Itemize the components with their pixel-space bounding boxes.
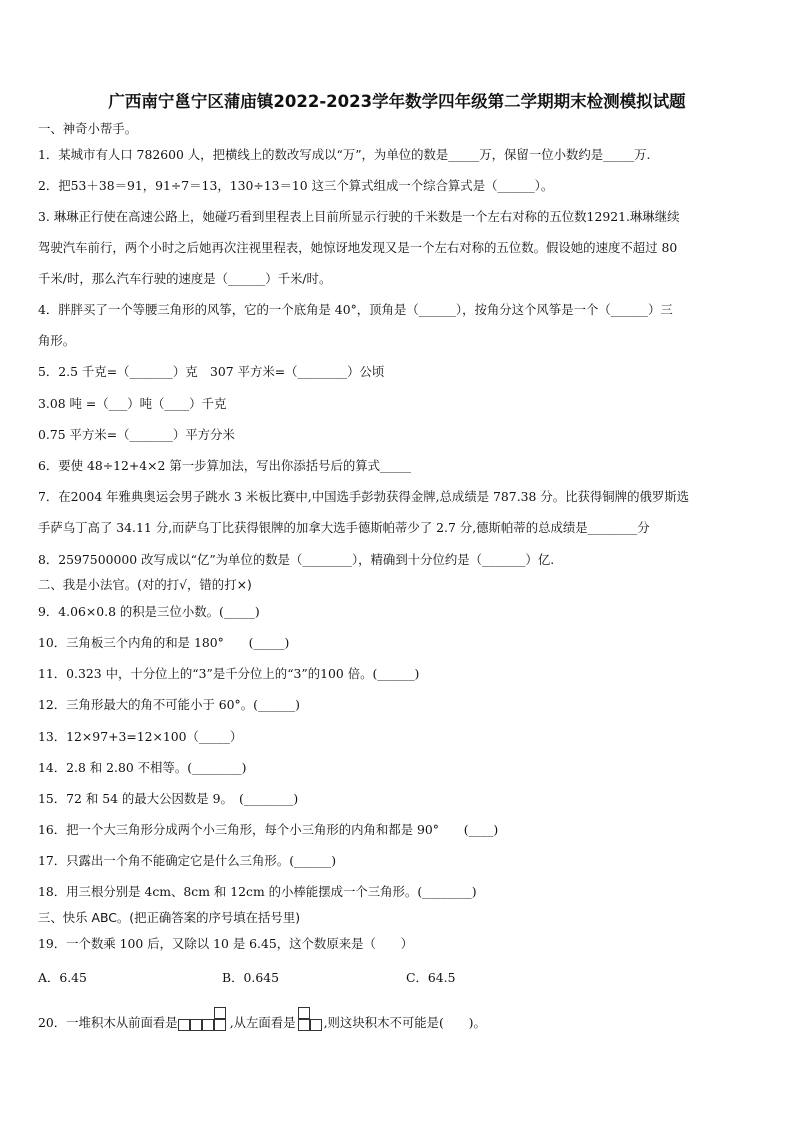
question-7-line-2: 手萨乌丁高了 34.11 分,而萨乌丁比获得银牌的加拿大选手德斯帕蒂少了 2.7 分,德斯帕蒂的总成绩是________分 — [38, 520, 650, 535]
question-5-line-2: 3.08 吨 =（___）吨（____）千克 — [38, 396, 227, 411]
question-6: 6．要使 48÷12+4×2 第一步算加法，写出你添括号后的算式_____ — [38, 458, 411, 473]
front-view-figure — [178, 1005, 230, 1033]
question-15: 15．72 和 54 的最大公因数是 9。 (________) — [38, 791, 299, 806]
q20-middle: ,从左面看是 — [229, 1015, 296, 1030]
question-13: 13．12×97+3=12×100（_____） — [38, 729, 243, 744]
question-4-line-2: 角形。 — [38, 333, 76, 348]
question-3-line-3: 千米/时，那么汽车行驶的速度是（______）千米/时。 — [38, 271, 332, 286]
front-view-block — [190, 1019, 202, 1031]
front-view-block — [214, 1019, 226, 1031]
q19-option-c: C．64.5 — [406, 970, 456, 985]
section-2-heading: 二、我是小法官。(对的打√，错的打×) — [38, 577, 252, 592]
question-7-line-1: 7．在2004 年雅典奥运会男子跳水 3 米板比赛中,中国选手彭勃获得金牌,总成绩是 787.38 分。比获得铜牌的俄罗斯选 — [38, 489, 690, 504]
left-view-block — [310, 1019, 322, 1031]
section-1-heading: 一、神奇小帮手。 — [38, 121, 138, 136]
question-10: 10．三角板三个内角的和是 180° (_____) — [38, 635, 290, 650]
q19-option-a: A．6.45 — [38, 970, 87, 985]
left-view-block — [298, 1007, 310, 1019]
question-17: 17．只露出一个角不能确定它是什么三角形。(______) — [38, 853, 337, 868]
section-3-heading: 三、快乐 ABC。(把正确答案的序号填在括号里) — [38, 910, 301, 925]
left-view-figure — [296, 1005, 324, 1033]
question-20 — [38, 1005, 486, 1033]
q20-suffix: ,则这块积木不可能是( )。 — [323, 1015, 486, 1030]
question-14: 14．2.8 和 2.80 不相等。(________) — [38, 760, 247, 775]
question-19: 19．一个数乘 100 后，又除以 10 是 6.45，这个数原来是（ ） — [38, 936, 414, 951]
question-3-line-2: 驾驶汽车前行，两个小时之后她再次注视里程表，她惊讶地发现又是一个左右对称的五位数。假设她的速度不超过 80 — [38, 240, 678, 255]
question-4-line-1: 4．胖胖买了一个等腰三角形的风筝，它的一个底角是 40°，顶角是（______），按角分这个风筝是一个（______）三 — [38, 302, 673, 317]
question-2: 2．把53＋38＝91，91÷7＝13，130÷13＝10 这三个算式组成一个综合算式是（______）。 — [38, 178, 554, 193]
question-5-line-1: 5．2.5 千克=（_______）克 307 平方米=（________）公顷 — [38, 364, 385, 379]
q20-prefix: 20．一堆积木从前面看是 — [38, 1015, 178, 1030]
question-3-line-1: 3. 琳琳正行使在高速公路上，她碰巧看到里程表上目前所显示行驶的千米数是一个左右对称的五位数12921.琳琳继续 — [38, 209, 680, 224]
q19-option-b: B．0.645 — [222, 970, 279, 985]
question-11: 11．0.323 中，十分位上的“3”是千分位上的“3”的100 倍。(______) — [38, 666, 420, 681]
question-5-line-3: 0.75 平方米=（_______）平方分米 — [38, 427, 235, 442]
question-8: 8．2597500000 改写成以“亿”为单位的数是（________），精确到十分位约是（_______）亿. — [38, 552, 555, 567]
question-12: 12．三角形最大的角不可能小于 60°。(______) — [38, 697, 300, 712]
page-title: 广西南宁邕宁区蒲庙镇2022-2023学年数学四年级第二学期期末检测模拟试题 — [108, 92, 686, 111]
front-view-block — [202, 1019, 214, 1031]
front-view-block — [214, 1007, 226, 1019]
question-9: 9．4.06×0.8 的积是三位小数。(_____) — [38, 604, 260, 619]
question-18: 18．用三根分别是 4cm、8cm 和 12cm 的小棒能摆成一个三角形。(________) — [38, 884, 477, 899]
left-view-block — [298, 1019, 310, 1031]
front-view-block — [178, 1019, 190, 1031]
question-1: 1．某城市有人口 782600 人，把横线上的数改写成以“万”，为单位的数是_____万，保留一位小数约是_____万. — [38, 147, 651, 162]
question-16: 16．把一个大三角形分成两个小三角形，每个小三角形的内角和都是 90° (____) — [38, 822, 499, 837]
